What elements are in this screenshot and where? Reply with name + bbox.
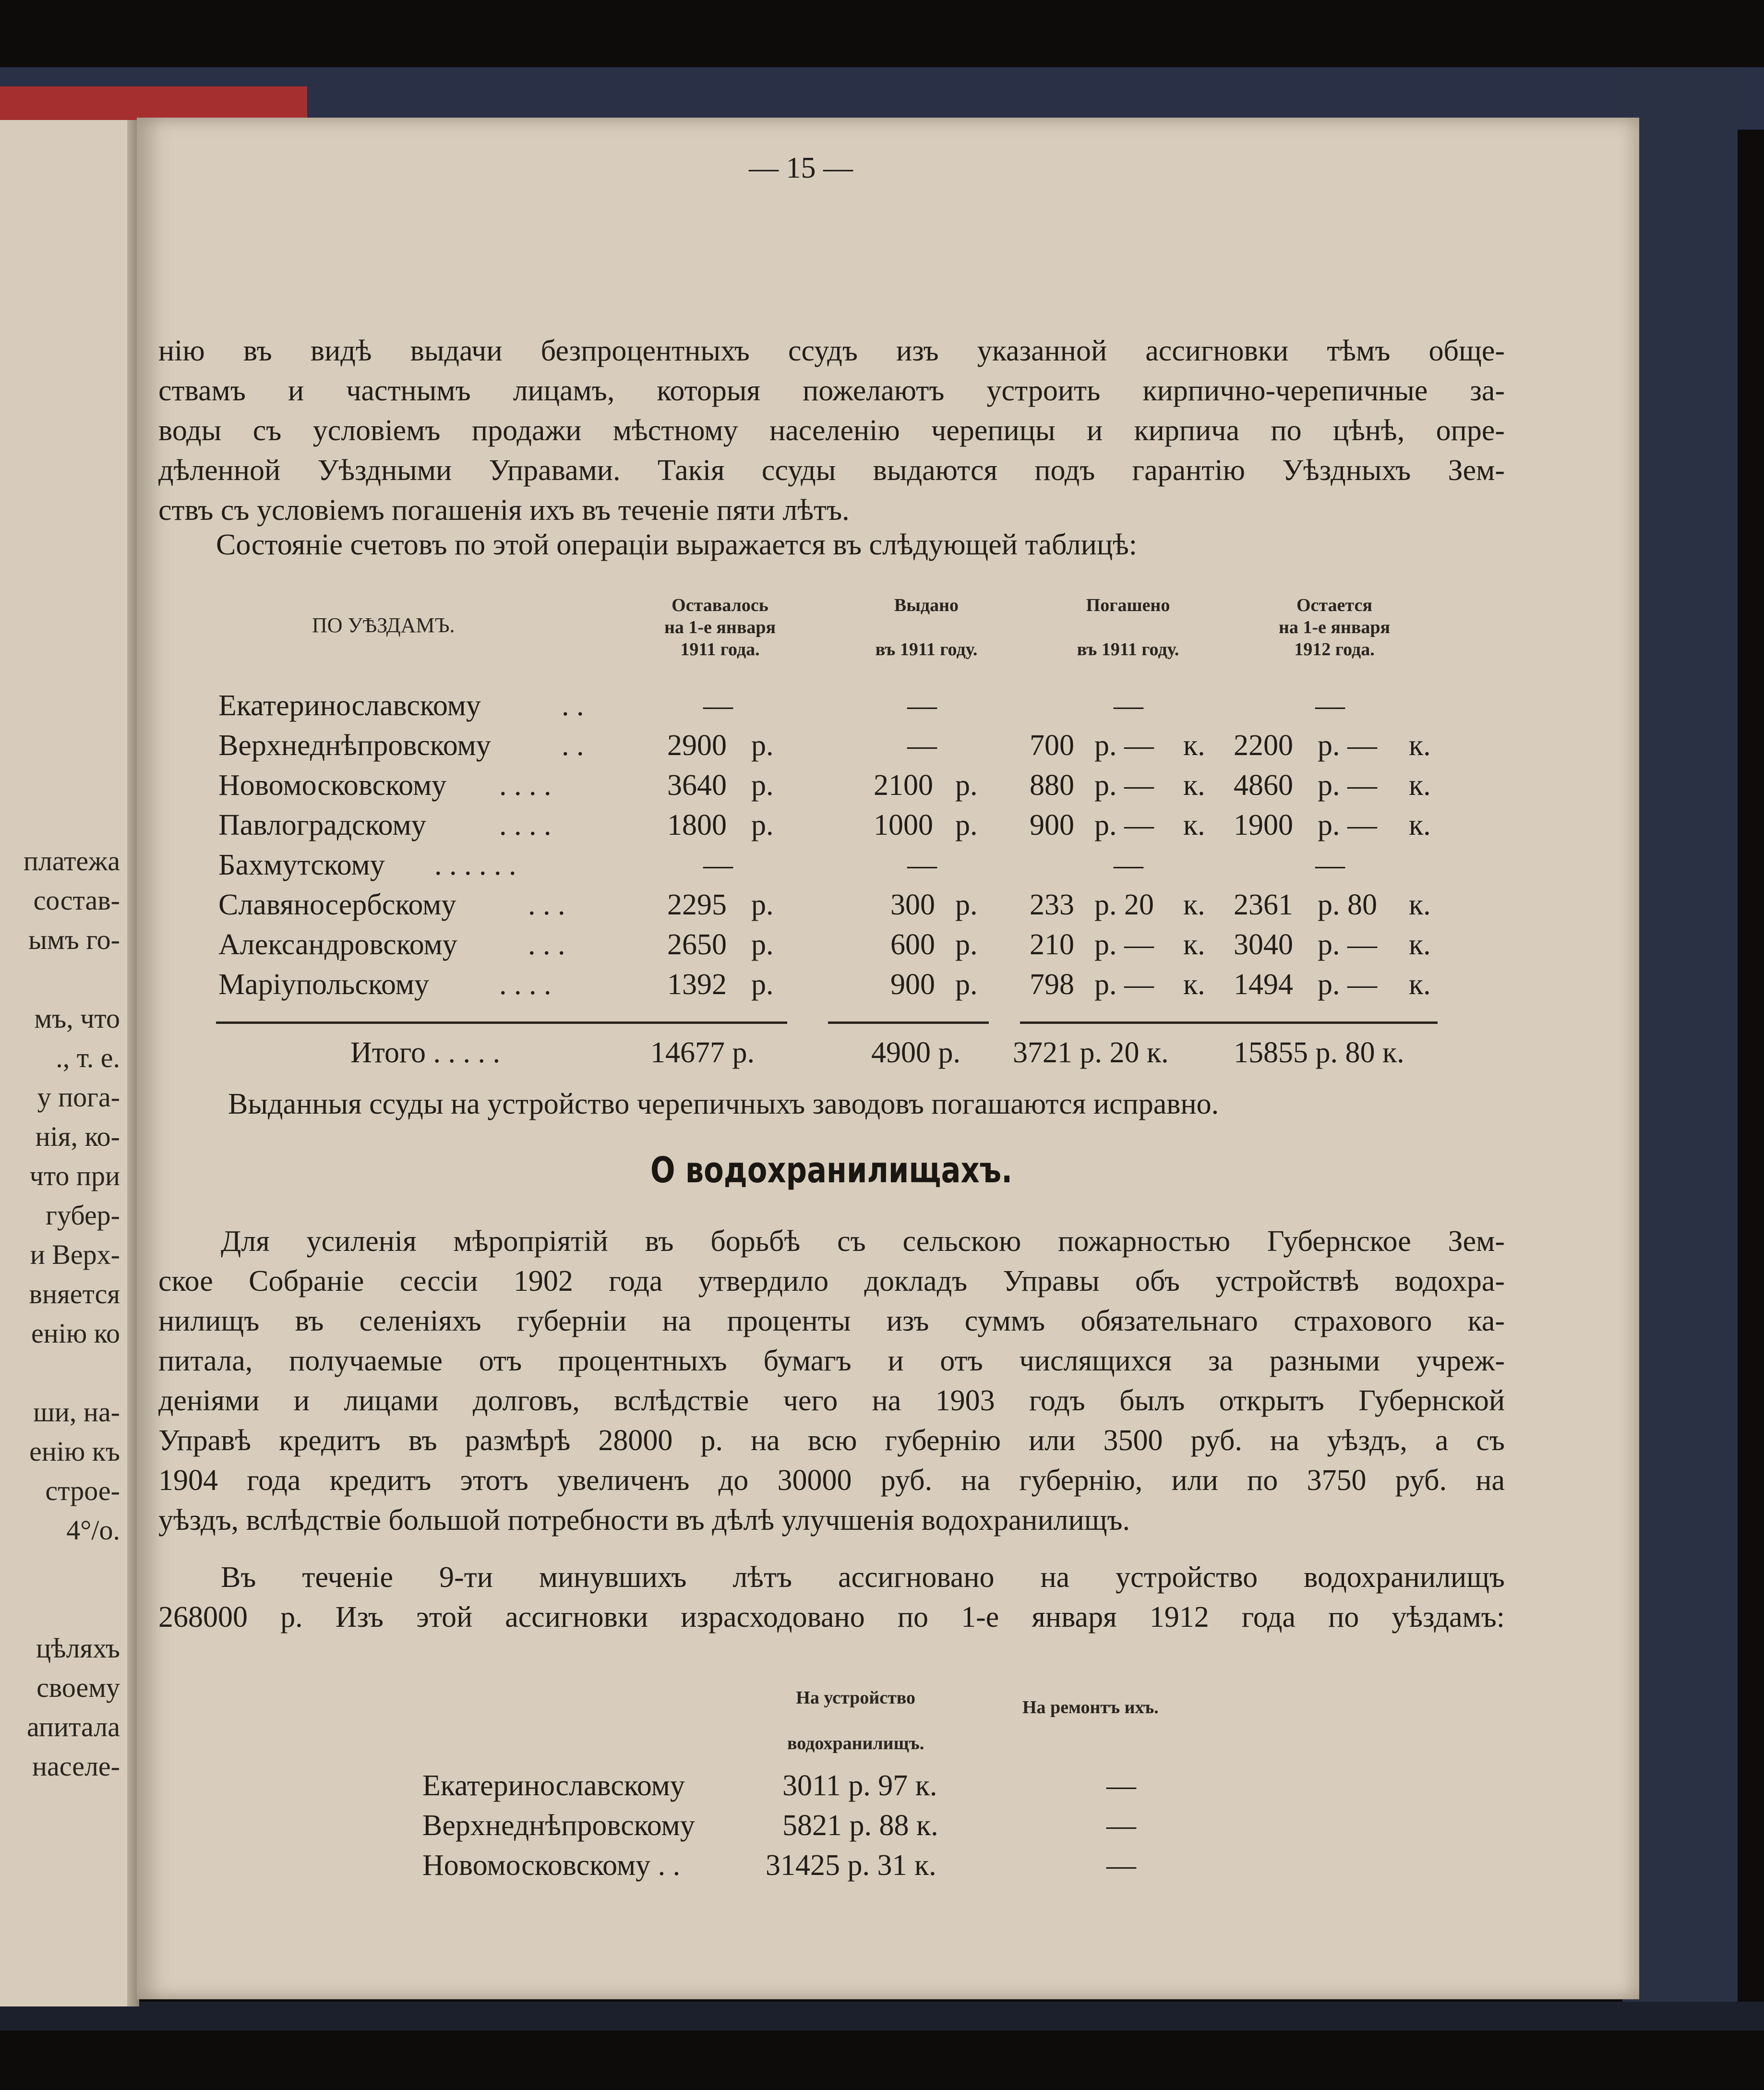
left-page-fragment: состав- xyxy=(33,885,120,916)
text-line: 1904 года кредитъ этотъ увеличенъ до 30000 руб. на губернію, или по 3750 руб. на xyxy=(158,1464,1505,1497)
left-page-fragment: ши, на- xyxy=(33,1396,120,1428)
book-cover-right xyxy=(1622,67,1738,2016)
row-dots: . . . . xyxy=(499,809,552,841)
table2-header-construction xyxy=(787,1675,924,1766)
left-page-fragment: населе- xyxy=(32,1751,120,1782)
row-dots: . . . . xyxy=(499,769,552,802)
text-line: ствъ съ условіемъ погашенія ихъ въ теченіе пяти лѣтъ. xyxy=(158,494,850,527)
table1-header-district: ПО УѢЗДАМЪ. xyxy=(312,613,455,637)
row-repaid: 210 xyxy=(1030,928,1074,961)
row-rem1912-unit: р. — xyxy=(1318,769,1377,802)
row-repaid-unit: р. — xyxy=(1094,809,1154,841)
row-repaid-k: к. xyxy=(1183,809,1205,841)
page-number: — 15 — xyxy=(749,152,853,184)
text-line: нію въ видѣ выдачи безпроцентныхъ ссудъ изъ указанной ассигновки тѣмъ обще- xyxy=(158,335,1505,367)
row-dots: . . . xyxy=(528,928,565,961)
row-rem1911-unit: р. xyxy=(751,968,774,1001)
left-page-fragment: нія, ко- xyxy=(35,1121,120,1152)
paragraph-2: Состояніе счетовъ по этой операціи выражается въ слѣдующей таблицѣ: xyxy=(216,529,1138,561)
row-dots: . . . . xyxy=(499,968,552,1001)
row-rem1912: — xyxy=(1315,849,1345,881)
header-line: Оставалось xyxy=(672,595,768,615)
text-line: дѣленной Уѣздными Управами. Такія ссуды выдаются подъ гарантію Уѣздныхъ Зем- xyxy=(158,454,1505,487)
text-line: деніями и лицами долговъ, вслѣдствіе чего на 1903 годъ былъ открытъ Губернской xyxy=(158,1384,1505,1417)
row-district: Екатеринославскому xyxy=(422,1769,685,1802)
left-page-fragment: апитала xyxy=(26,1711,120,1742)
header-line: на 1-е января xyxy=(664,617,776,637)
row-dots: . . xyxy=(562,689,584,722)
total-rem1912: 15855 р. 80 к. xyxy=(1234,1036,1404,1069)
row-rem1912: 2200 xyxy=(1234,729,1293,762)
header-line: водохранилищъ. xyxy=(787,1733,924,1754)
row-issued: — xyxy=(907,849,937,881)
row-issued: — xyxy=(907,729,937,762)
left-page-fragment: цѣляхъ xyxy=(36,1633,120,1664)
left-page-fragment: ., т. е. xyxy=(56,1042,120,1073)
table1-header-issued xyxy=(840,594,1013,661)
row-issued-unit: р. xyxy=(955,968,978,1001)
total-rem1911: 14677 р. xyxy=(650,1036,755,1069)
row-repaid-unit: р. 20 xyxy=(1094,889,1154,921)
row-repaid: 900 xyxy=(1030,809,1074,841)
row-rem1912-unit: р. 80 xyxy=(1318,889,1377,921)
row-issued: 900 xyxy=(890,968,935,1001)
row-rem1912-k: к. xyxy=(1409,928,1431,961)
row-repaid-k: к. xyxy=(1183,889,1205,921)
left-page-fragment: у пога- xyxy=(37,1081,120,1113)
row-repaid-unit: р. — xyxy=(1094,968,1154,1001)
text-line: питала, получаемые отъ процентныхъ бумагъ и отъ числящихся за разными учреж- xyxy=(158,1345,1505,1377)
text-line: нилищъ въ селеніяхъ губерніи на проценты изъ суммъ обязательнаго страхового ка- xyxy=(158,1305,1505,1337)
row-rem1911: — xyxy=(703,689,733,722)
total-repaid: 3721 р. 20 к. xyxy=(1013,1036,1169,1069)
left-page-fragment: и Верх- xyxy=(30,1239,120,1270)
row-issued-unit: р. xyxy=(955,769,978,802)
row-repaid-k: к. xyxy=(1183,928,1205,961)
paragraph-4 xyxy=(158,1222,1505,1540)
text-line: воды съ условіемъ продажи мѣстному населенію черепицы и кирпича по цѣнѣ, опре- xyxy=(158,414,1505,447)
row-district: Екатеринославскому xyxy=(218,689,481,722)
row-issued-unit: р. xyxy=(955,928,978,961)
row-issued: — xyxy=(907,689,937,722)
row-district: Верхнеднѣпровскому xyxy=(422,1809,695,1842)
row-rem1912: 2361 xyxy=(1234,889,1293,921)
text-line: ское Собраніе сессіи 1902 года утвердило докладъ Управы объ устройствѣ водохра- xyxy=(158,1265,1505,1297)
row-district: Александровскому xyxy=(218,928,457,961)
header-line: 1911 года. xyxy=(680,639,760,660)
row-rem1912-unit: р. — xyxy=(1318,809,1377,841)
row-rem1912: 1900 xyxy=(1234,809,1293,841)
paragraph-3: Выданныя ссуды на устройство черепичныхъ заводовъ погашаются исправно. xyxy=(228,1088,1219,1120)
total-label: Итого . . . . . xyxy=(350,1036,500,1069)
header-line: на 1-е января xyxy=(1278,617,1391,637)
left-page-fragment: ымъ го- xyxy=(28,924,120,955)
row-rem1911: 2650 xyxy=(667,928,727,961)
left-page-fragment: енію ко xyxy=(31,1318,120,1349)
header-line: въ 1911 году. xyxy=(1077,639,1179,660)
left-page-fragment: енію къ xyxy=(29,1436,120,1467)
header-line xyxy=(840,616,1013,638)
row-amount: 5821 р. 88 к. xyxy=(782,1809,938,1842)
header-line: Остается xyxy=(1296,595,1372,615)
row-rem1911-unit: р. xyxy=(751,889,774,921)
row-district: Бахмутскому xyxy=(218,849,385,881)
row-issued-unit: р. xyxy=(955,809,978,841)
row-repaid: 798 xyxy=(1030,968,1074,1001)
row-rem1911: 2900 xyxy=(667,729,727,762)
row-rem1911-unit: р. xyxy=(751,769,774,802)
row-rem1911: — xyxy=(703,849,733,881)
row-rem1912-k: к. xyxy=(1409,809,1431,841)
row-dots: . . xyxy=(562,729,584,762)
row-rem1911: 3640 xyxy=(667,769,727,802)
row-rem1912: — xyxy=(1315,689,1345,722)
row-rem1912-k: к. xyxy=(1409,968,1431,1001)
row-issued: 300 xyxy=(890,889,935,921)
header-line: На устройство xyxy=(796,1688,916,1708)
left-page-fragment: вняется xyxy=(29,1278,120,1309)
row-district: Новомосковскому xyxy=(218,769,447,802)
row-rem1912: 4860 xyxy=(1234,769,1293,802)
row-repaid-unit: р. — xyxy=(1094,928,1154,961)
table1-header-remaining-1912 xyxy=(1243,594,1426,661)
row-repaid-unit: р. — xyxy=(1094,769,1154,802)
header-line xyxy=(1039,616,1217,638)
row-rem1912-unit: р. — xyxy=(1318,968,1377,1001)
header-line: Погашено xyxy=(1086,595,1170,615)
row-district: Славяносербскому xyxy=(218,889,456,921)
row-dots: . . . xyxy=(528,889,565,921)
text-line: ствамъ и частнымъ лицамъ, которыя пожелаютъ устроить кирпично-черепичные за- xyxy=(158,374,1505,407)
table1-total-rule xyxy=(216,1021,787,1024)
left-page-fragment: что при xyxy=(29,1160,120,1191)
row-rem1912: 3040 xyxy=(1234,928,1293,961)
row-district: Павлоградскому xyxy=(218,809,426,841)
paragraph-1 xyxy=(158,331,1505,530)
text-line: уѣздъ, вслѣдствіе большой потребности въ дѣлѣ улучшенія водохранилищъ. xyxy=(158,1504,1130,1537)
left-page-fragment: мъ, что xyxy=(34,1003,120,1034)
table1-header-remaining-1911 xyxy=(634,594,806,661)
row-repaid-k: к. xyxy=(1183,769,1205,802)
row-amount: 3011 р. 97 к. xyxy=(782,1769,937,1802)
paragraph-5 xyxy=(158,1558,1505,1637)
left-page-fragment: своему xyxy=(36,1672,120,1703)
row-dots: . . . . . . xyxy=(434,849,516,881)
row-district: Верхнеднѣпровскому xyxy=(218,729,491,762)
row-rem1911: 2295 xyxy=(667,889,727,921)
left-page-fragment: платежа xyxy=(23,845,120,877)
row-amount: 31425 р. 31 к. xyxy=(766,1849,936,1882)
row-rem1912-unit: р. — xyxy=(1318,928,1377,961)
text-line: 268000 р. Изъ этой ассигновки израсходовано по 1-е января 1912 года по уѣздамъ: xyxy=(158,1601,1505,1634)
header-line: Выдано xyxy=(894,595,959,615)
row-issued: 600 xyxy=(890,928,935,961)
row-rem1912-k: к. xyxy=(1409,769,1431,802)
row-repair: — xyxy=(1106,1769,1136,1802)
row-repaid: — xyxy=(1114,689,1143,722)
row-repair: — xyxy=(1106,1849,1136,1882)
row-rem1911: 1392 xyxy=(667,968,727,1001)
text-line: Управѣ кредитъ въ размѣрѣ 28000 р. на всю губернію или 3500 руб. на уѣздъ, а съ xyxy=(158,1424,1505,1457)
left-page xyxy=(0,120,139,2006)
row-rem1912-k: к. xyxy=(1409,889,1431,921)
left-page-fragment: 4°/о. xyxy=(66,1514,120,1546)
row-rem1911: 1800 xyxy=(667,809,727,841)
row-rem1911-unit: р. xyxy=(751,809,774,841)
row-repaid: 700 xyxy=(1030,729,1074,762)
text-line: Для усиленія мѣропріятій въ борьбѣ съ сельскою пожарностью Губернское Зем- xyxy=(221,1225,1505,1258)
table1-total-rule xyxy=(828,1021,989,1024)
row-repaid-unit: р. — xyxy=(1094,729,1154,762)
row-rem1911-unit: р. xyxy=(751,729,774,762)
row-rem1912: 1494 xyxy=(1234,968,1293,1001)
left-page-fragment: губер- xyxy=(46,1200,120,1231)
header-line: 1912 года. xyxy=(1294,639,1375,660)
book-cover-bottom xyxy=(0,2002,1764,2030)
row-repaid: 233 xyxy=(1030,889,1074,921)
table1-total-rule xyxy=(1020,1021,1438,1024)
row-issued: 2100 xyxy=(874,769,933,802)
row-repair: — xyxy=(1106,1809,1136,1842)
table2-header-repair: На ремонтъ ихъ. xyxy=(1022,1697,1159,1718)
table1-header-repaid xyxy=(1039,594,1217,661)
text-line: Въ теченіе 9-ти минувшихъ лѣтъ ассигновано на устройство водохранилищъ xyxy=(221,1561,1505,1594)
row-issued-unit: р. xyxy=(955,889,978,921)
row-issued: 1000 xyxy=(874,809,933,841)
header-line: въ 1911 году. xyxy=(875,639,978,660)
left-page-fragment: строе- xyxy=(45,1475,120,1506)
section-heading: О водохранилищахъ. xyxy=(650,1150,1013,1191)
row-repaid-k: к. xyxy=(1183,729,1205,762)
row-district: Маріупольскому xyxy=(218,968,429,1001)
row-repaid: 880 xyxy=(1030,769,1074,802)
row-rem1911-unit: р. xyxy=(751,928,774,961)
row-repaid: — xyxy=(1114,849,1143,881)
row-rem1912-k: к. xyxy=(1409,729,1431,762)
row-rem1912-unit: р. — xyxy=(1318,729,1377,762)
total-issued: 4900 р. xyxy=(871,1036,960,1069)
row-repaid-k: к. xyxy=(1183,968,1205,1001)
row-district: Новомосковскому . . xyxy=(422,1849,681,1882)
